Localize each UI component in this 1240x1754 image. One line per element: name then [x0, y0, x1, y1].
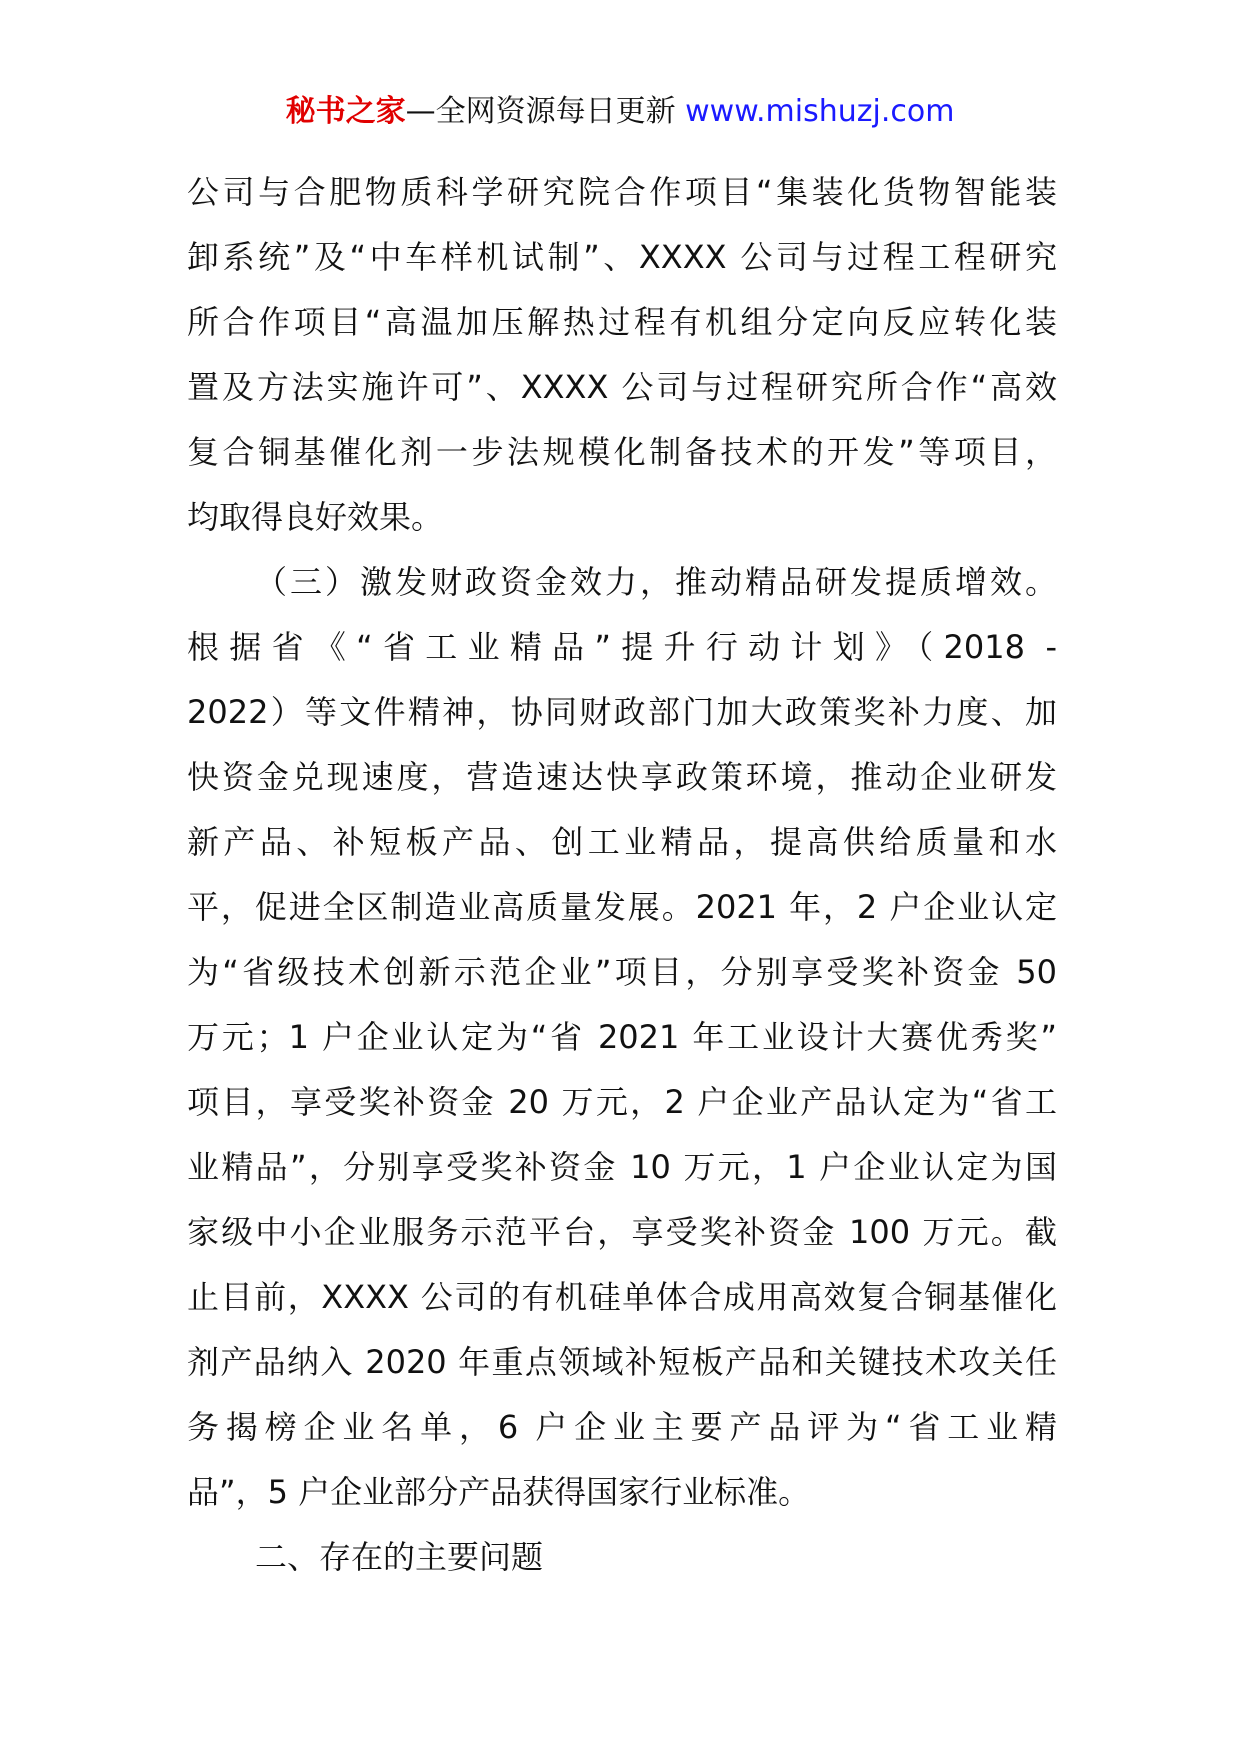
body-text-line: 务揭榜企业名单，6 户企业主要产品评为“省工业精: [187, 1408, 1057, 1446]
body-text-line: 根据省《“省工业精品”提升行动计划》（2018 -: [187, 628, 1057, 666]
body-text-line: 平，促进全区制造业高质量发展。2021 年，2 户企业认定: [187, 888, 1057, 926]
body-text-line: 止目前，XXXX 公司的有机硅单体合成用高效复合铜基催化: [187, 1278, 1057, 1316]
body-text-line: 均取得良好效果。: [187, 498, 444, 536]
body-text-line: 快资金兑现速度，营造速达快享政策环境，推动企业研发: [187, 758, 1057, 796]
body-text-line: 万元；1 户企业认定为“省 2021 年工业设计大赛优秀奖”: [187, 1018, 1057, 1056]
body-text-line: 卸系统”及“中车样机试制”、XXXX 公司与过程工程研究: [187, 238, 1057, 276]
site-url-link[interactable]: www.mishuzj.com: [685, 94, 955, 129]
body-text-line: 所合作项目“高温加压解热过程有机组分定向反应转化装: [187, 303, 1057, 341]
body-text-line: 置及方法实施许可”、XXXX 公司与过程研究所合作“高效: [187, 368, 1057, 406]
body-text-line: 品”，5 户企业部分产品获得国家行业标准。: [187, 1473, 811, 1511]
body-text-line: 2022）等文件精神，协同财政部门加大政策奖补力度、加: [187, 693, 1057, 731]
body-text-line: 业精品”，分别享受奖补资金 10 万元，1 户企业认定为国: [187, 1148, 1057, 1186]
body-text-line: 为“省级技术创新示范企业”项目，分别享受奖补资金 50: [187, 953, 1057, 991]
page-header: [0, 92, 1240, 132]
site-tagline: —全网资源每日更新: [405, 94, 676, 129]
section-heading-line: （三）激发财政资金效力，推动精品研发提质增效。: [255, 563, 1057, 601]
document-body: [187, 160, 1057, 1590]
body-text-line: 新产品、补短板产品、创工业精品，提高供给质量和水: [187, 823, 1057, 861]
body-text-line: 复合铜基催化剂一步法规模化制备技术的开发”等项目，: [187, 433, 1057, 471]
body-text-line: 剂产品纳入 2020 年重点领域补短板产品和关键技术攻关任: [187, 1343, 1057, 1381]
site-brand: 秘书之家: [285, 94, 406, 129]
section-title: 二、存在的主要问题: [255, 1538, 544, 1576]
body-text-line: 公司与合肥物质科学研究院合作项目“集装化货物智能装: [187, 173, 1057, 211]
body-text-line: 项目，享受奖补资金 20 万元，2 户企业产品认定为“省工: [187, 1083, 1057, 1121]
body-text-line: 家级中小企业服务示范平台，享受奖补资金 100 万元。截: [187, 1213, 1057, 1251]
